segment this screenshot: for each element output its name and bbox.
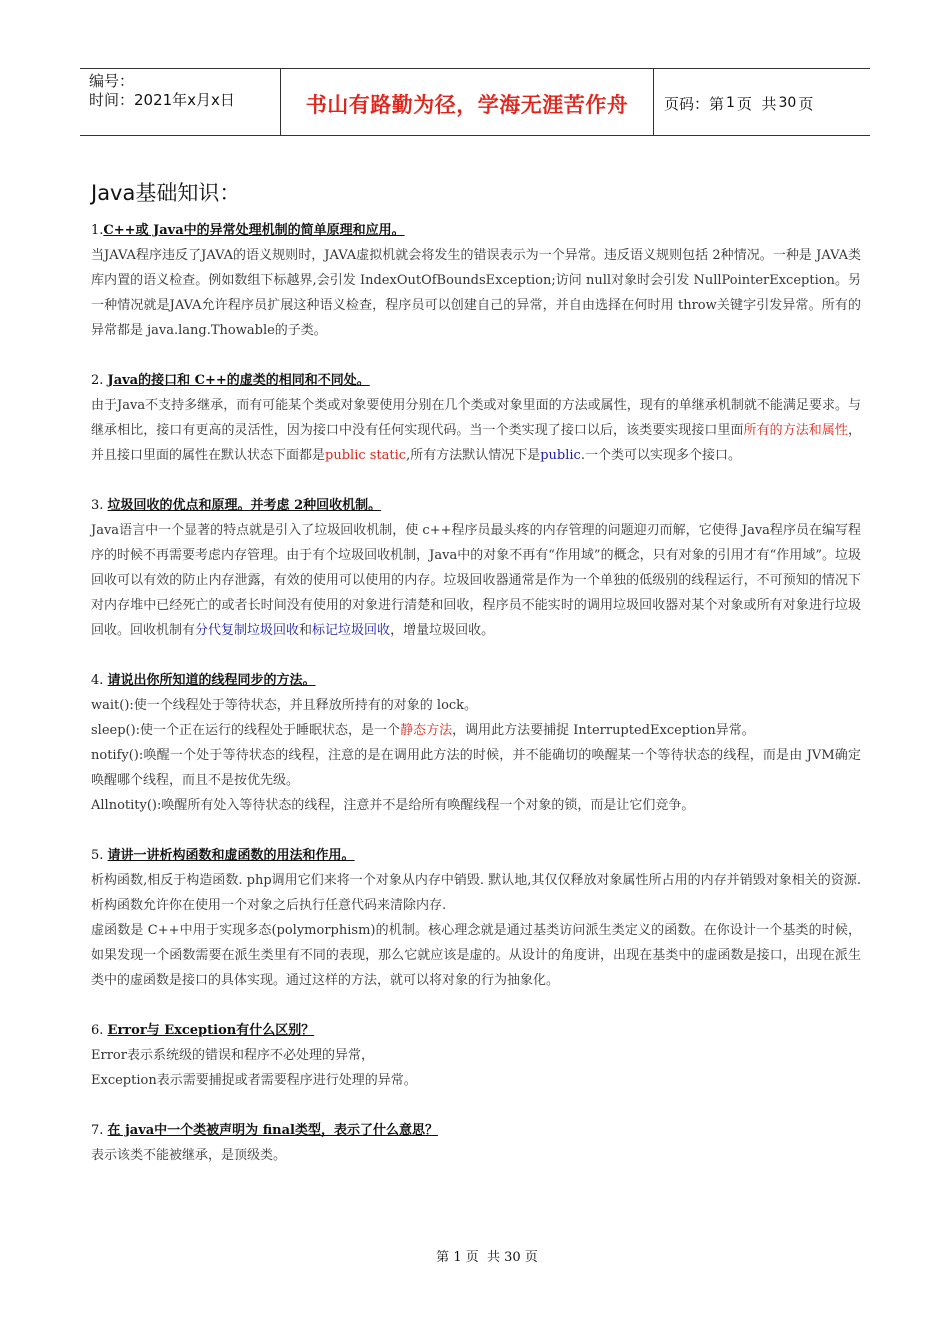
text-run: ,所有方法默认情况下是 [406, 448, 541, 463]
highlight-blue: 分代复制垃圾回收 [195, 623, 300, 638]
header-page-total: 30 [778, 95, 797, 111]
section-2 [91, 368, 861, 468]
answer-paragraph: 当JAVA程序违反了JAVA的语义规则时，JAVA虚拟机就会将发生的错误表示为一个异常。违反语义规则包括 2种情况。一种是 JAVA类库内置的语义检查。例如数组下标越界,会引发 IndexOutOfBoundsException;访问 null对象时会引发 NullPointerException。另一种情况就是JAVA允许程序员扩展这种语义检查，程序员可以创建自己的异常，并自由选择在何时用 throw关键字引发异常。所有的异常都是 java.lang.Thowable的子类。 [91, 248, 861, 338]
question-text: Error与 Exception有什么区别？ [107, 1023, 315, 1038]
answer-line: wait():使一个线程处于等待状态，并且释放所持有的对象的 lock。 [91, 698, 478, 713]
highlight-blue: 标记垃圾回收 [312, 623, 391, 638]
footer-page-total: 30 [504, 1250, 521, 1265]
header-meta [80, 69, 281, 135]
header-time: 时间：2021年x月x日 [89, 91, 235, 109]
answer-paragraph: 虚函数是 C++中用于实现多态(polymorphism)的机制。核心理念就是通过基类访问派生类定义的函数。在你设计一个基类的时候，如果发现一个函数需要在派生类里有不同的表现，那么它就应该是虚的。从设计的角度讲，出现在基类中的虚函数是接口，出现在派生类中的虚函数是接口的具体实现。通过这样的方法，就可以将对象的行为抽象化。 [91, 923, 861, 988]
text-run: ，调用此方法要捕捉 InterruptedException异常。 [452, 723, 755, 738]
page-header [80, 68, 870, 136]
answer-paragraph: 析构函数,相反于构造函数. php调用它们来将一个对象从内存中销毁. 默认地,其仅仅释放对象属性所占用的内存并销毁对象相关的资源. 析构函数允许你在使用一个对象之后执行任意代码来清除内存. [91, 873, 861, 913]
question-text: 在 java中一个类被声明为 final类型，表示了什么意思？ [107, 1123, 438, 1138]
header-motto-cell [281, 69, 654, 135]
question-text: Java的接口和 C++的虚类的相同和不同处。 [107, 373, 370, 388]
highlight-red: public static [325, 448, 407, 463]
question-heading [91, 368, 861, 393]
footer-page-current: 1 [453, 1250, 462, 1265]
highlight-red: 静态方法 [400, 723, 453, 738]
question-number: 3. [91, 498, 104, 513]
footer-prefix: 第 [436, 1250, 450, 1265]
text-run: ，增量垃圾回收。 [390, 623, 495, 638]
question-heading [91, 218, 861, 243]
question-number: 1. [91, 223, 104, 238]
answer-paragraph [91, 393, 861, 468]
question-heading [91, 1118, 861, 1143]
document-title: Java基础知识： [91, 181, 241, 205]
answer-line: Error表示系统级的错误和程序不必处理的异常， [91, 1048, 374, 1063]
highlight-red: 所有的方法和属性 [743, 423, 848, 438]
answer-line: Exception表示需要捕捉或者需要程序进行处理的异常。 [91, 1073, 417, 1088]
text-run: ，并且接口里面的属性在默认状态下面都是 [91, 423, 861, 463]
section-4 [91, 668, 861, 818]
question-number: 5. [91, 848, 104, 863]
section-7 [91, 1118, 861, 1168]
header-page-current: 1 [726, 95, 735, 111]
question-heading [91, 843, 861, 868]
answer-line [91, 718, 861, 743]
header-page-suffix: 页 [798, 94, 814, 113]
document-body [91, 178, 861, 1193]
section-5 [91, 843, 861, 993]
question-number: 6. [91, 1023, 104, 1038]
header-motto: 书山有路勤为径，学海无涯苦作舟 [305, 93, 629, 117]
section-6 [91, 1018, 861, 1093]
answer-line: Allnotity():唤醒所有处入等待状态的线程，注意并不是给所有唤醒线程一个对象的锁，而是让它们竞争。 [91, 798, 695, 813]
answer-paragraph [91, 518, 861, 643]
question-heading [91, 493, 861, 518]
question-text: 垃圾回收的优点和原理。并考虑 2种回收机制。 [107, 498, 382, 513]
header-page-middle: 页 共 [736, 94, 777, 113]
page-footer [0, 1246, 950, 1265]
footer-middle: 页 共 [465, 1250, 500, 1265]
text-run: sleep():使一个正在运行的线程处于睡眠状态，是一个 [91, 723, 401, 738]
question-number: 7. [91, 1123, 104, 1138]
section-3 [91, 493, 861, 643]
question-text: 请说出你所知道的线程同步的方法。 [107, 673, 316, 688]
header-page-number [654, 69, 870, 135]
question-heading [91, 668, 861, 693]
question-heading [91, 1018, 861, 1043]
footer-suffix: 页 [524, 1250, 538, 1265]
text-run: .一个类可以实现多个接口。 [580, 448, 741, 463]
question-text: 请讲一讲析构函数和虚函数的用法和作用。 [107, 848, 355, 863]
highlight-blue: public [540, 448, 581, 463]
question-number: 2. [91, 373, 104, 388]
section-1 [91, 218, 861, 343]
question-number: 4. [91, 673, 104, 688]
answer-line: notify():唤醒一个处于等待状态的线程，注意的是在调用此方法的时候，并不能确切的唤醒某一个等待状态的线程，而是由 JVM确定唤醒哪个线程，而且不是按优先级。 [91, 748, 861, 788]
header-page-prefix: 页码：第 [664, 94, 725, 113]
text-run: 和 [299, 623, 313, 638]
question-text: C++或 Java中的异常处理机制的简单原理和应用。 [103, 223, 405, 238]
header-number-label: 编号： [89, 72, 135, 90]
text-run: 由于Java不支持多继承，而有可能某个类或对象要使用分别在几个类或对象里面的方法或属性，现有的单继承机制就不能满足要求。与继承相比，接口有更高的灵活性，因为接口中没有任何实现代码。当一个类实现了接口以后，该类要实现接口里面 [91, 398, 861, 438]
text-run: Java语言中一个显著的特点就是引入了垃圾回收机制，使 c++程序员最头疼的内存管理的问题迎刃而解，它使得 Java程序员在编写程序的时候不再需要考虑内存管理。由于有个垃圾回收机制，Java中的对象不再有“作用域”的概念，只有对象的引用才有“作用域”。垃圾回收可以有效的防止内存泄露，有效的使用可以使用的内存。垃圾回收器通常是作为一个单独的低级别的线程运行，不可预知的情况下对内存堆中已经死亡的或者长时间没有使用的对象进行清楚和回收，程序员不能实时的调用垃圾回收器对某个对象或所有对象进行垃圾回收。回收机制有 [91, 523, 861, 638]
answer-line: 表示该类不能被继承，是顶级类。 [91, 1148, 287, 1163]
